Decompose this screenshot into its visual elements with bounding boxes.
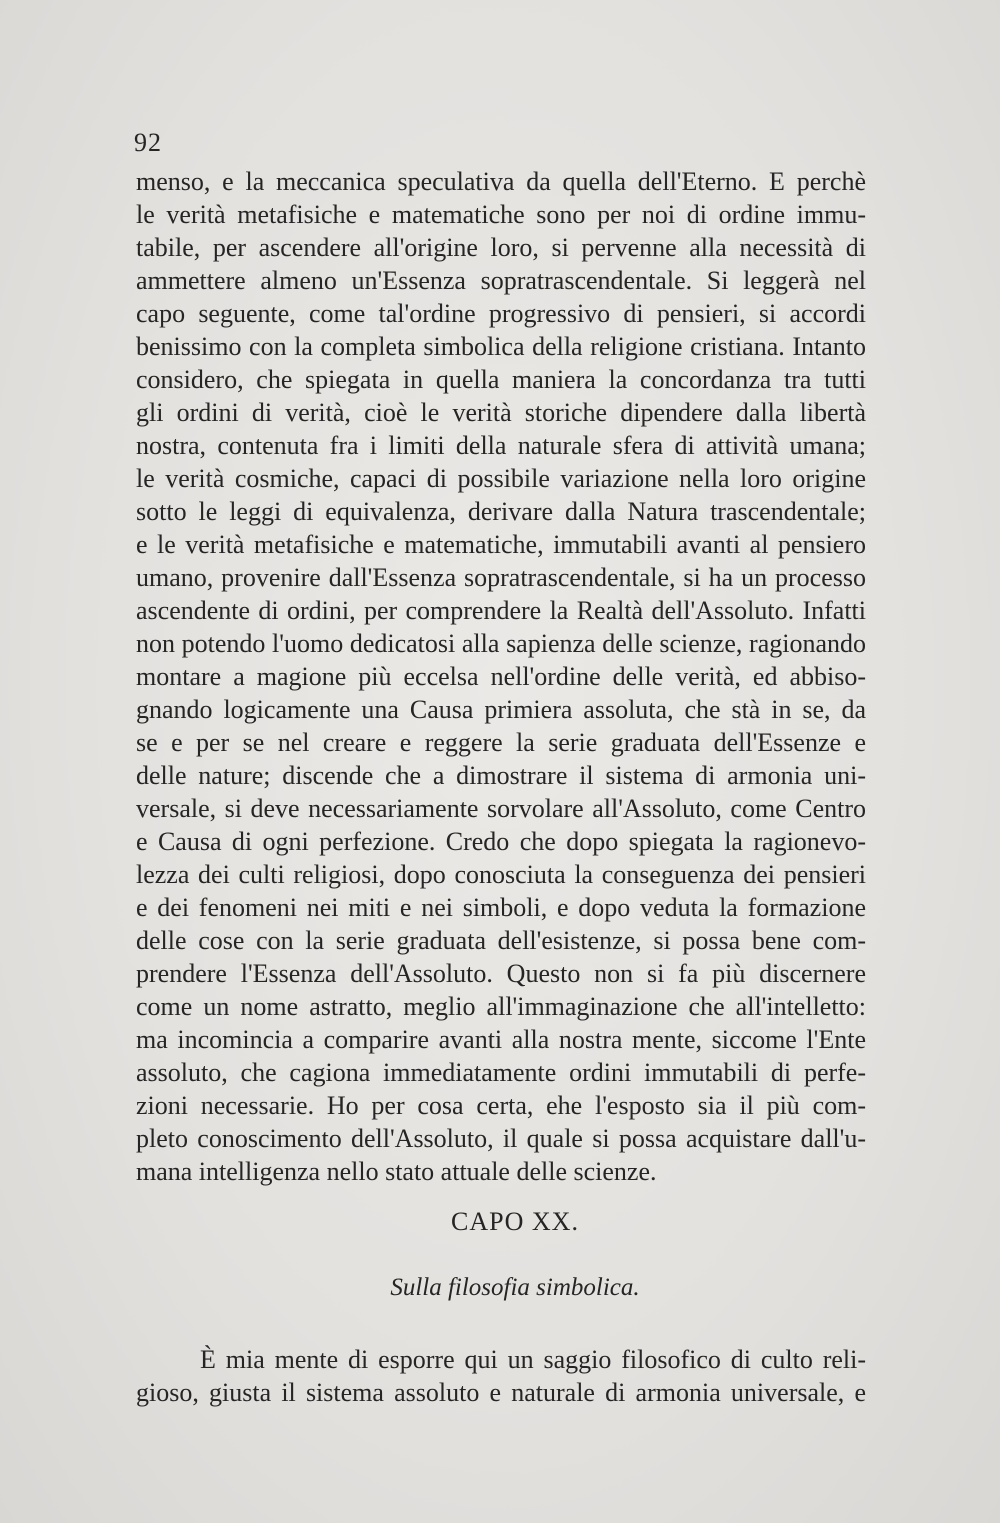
text-line: zioni necessarie. Ho per cosa certa, ehe l'esposto sia il più com-: [136, 1091, 866, 1120]
text-line: ammettere almeno un'Essenza sopratrascendentale. Si leggerà nel: [136, 266, 866, 295]
text-line: non potendo l'uomo dedicatosi alla sapienza delle scienze, ragionando: [136, 629, 866, 658]
text-line: come un nome astratto, meglio all'immaginazione che all'intelletto:: [136, 992, 866, 1021]
text-line: e le verità metafisiche e matematiche, immutabili avanti al pensiero: [136, 530, 866, 559]
chapter-heading: CAPO XX.: [451, 1207, 579, 1236]
text-line: prendere l'Essenza dell'Assoluto. Questo non si fa più discernere: [136, 959, 866, 988]
text-line: e Causa di ogni perfezione. Credo che dopo spiegata la ragionevo-: [136, 827, 866, 856]
text-line: È mia mente di esporre qui un saggio filosofico di culto reli-: [200, 1345, 866, 1374]
text-line: gnando logicamente una Causa primiera assoluta, che stà in se, da: [136, 695, 866, 724]
text-line: le verità metafisiche e matematiche sono per noi di ordine immu-: [136, 200, 866, 229]
text-line: capo seguente, come tal'ordine progressivo di pensieri, si accordi: [136, 299, 866, 328]
text-line: assoluto, che cagiona immediatamente ordini immutabili di perfe-: [136, 1058, 866, 1087]
text-line: sotto le leggi di equivalenza, derivare dalla Natura trascendentale;: [136, 497, 866, 526]
text-line: e dei fenomeni nei miti e nei simboli, e dopo veduta la formazione: [136, 893, 866, 922]
text-line: ascendente di ordini, per comprendere la Realtà dell'Assoluto. Infatti: [136, 596, 866, 625]
text-line: ma incomincia a comparire avanti alla nostra mente, siccome l'Ente: [136, 1025, 866, 1054]
text-line: mana intelligenza nello stato attuale delle scienze.: [136, 1157, 657, 1186]
text-line: se e per se nel creare e reggere la serie graduata dell'Essenze e: [136, 728, 866, 757]
text-line: delle cose con la serie graduata dell'esistenze, si possa bene com-: [136, 926, 866, 955]
text-line: considero, che spiegata in quella maniera la concordanza tra tutti: [136, 365, 866, 394]
text-line: umano, provenire dall'Essenza sopratrascendentale, si ha un processo: [136, 563, 866, 592]
text-line: benissimo con la completa simbolica della religione cristiana. Intanto: [136, 332, 866, 361]
text-line: montare a magione più eccelsa nell'ordine delle verità, ed abbiso-: [136, 662, 866, 691]
text-line: delle nature; discende che a dimostrare il sistema di armonia uni-: [136, 761, 866, 790]
text-line: menso, e la meccanica speculativa da quella dell'Eterno. E perchè: [136, 167, 866, 196]
text-line: gioso, giusta il sistema assoluto e naturale di armonia universale, e: [136, 1378, 866, 1407]
text-line: le verità cosmiche, capaci di possibile variazione nella loro origine: [136, 464, 866, 493]
text-line: lezza dei culti religiosi, dopo conosciuta la conseguenza dei pensieri: [136, 860, 866, 889]
text-line: versale, si deve necessariamente sorvolare all'Assoluto, come Centro: [136, 794, 866, 823]
text-line: pleto conoscimento dell'Assoluto, il quale si possa acquistare dall'u-: [136, 1124, 866, 1153]
text-line: tabile, per ascendere all'origine loro, si pervenne alla necessità di: [136, 233, 866, 262]
chapter-subtitle: Sulla filosofia simbolica.: [390, 1274, 640, 1301]
page-number: 92: [134, 128, 162, 157]
text-line: gli ordini di verità, cioè le verità storiche dipendere dalla libertà: [136, 398, 866, 427]
text-line: nostra, contenuta fra i limiti della naturale sfera di attività umana;: [136, 431, 866, 460]
